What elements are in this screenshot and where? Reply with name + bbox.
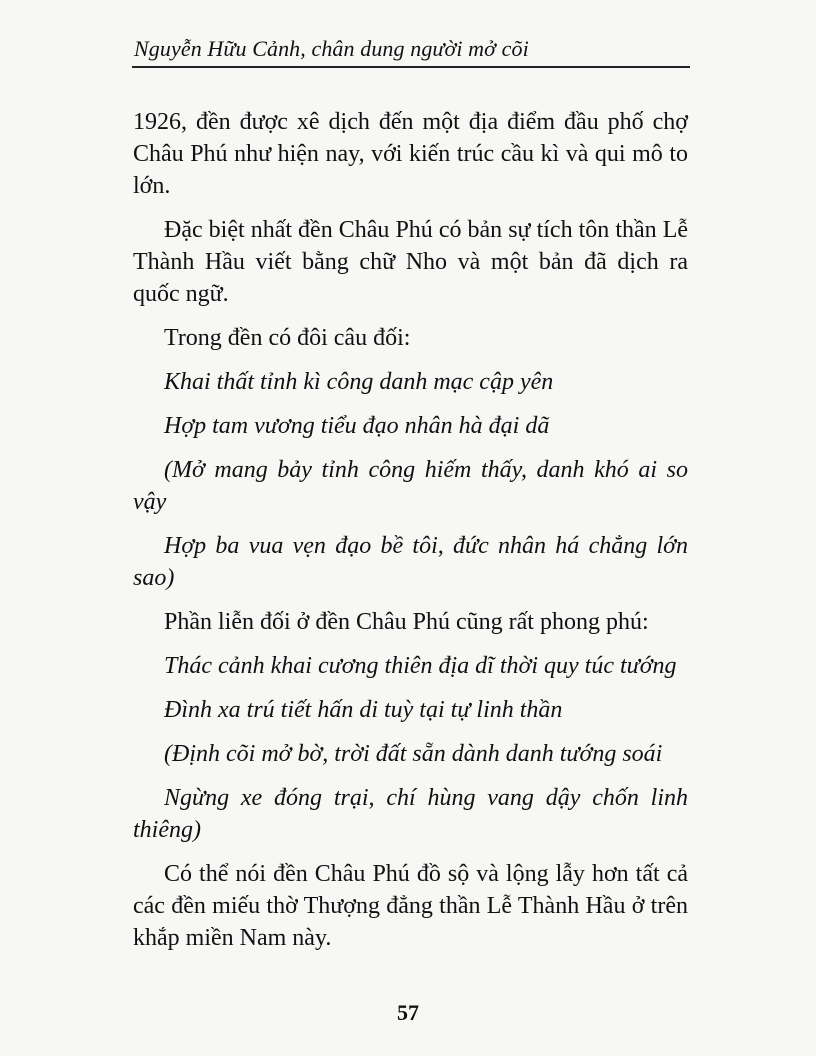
page-number: 57 (397, 1000, 419, 1025)
couplet-line: Hợp tam vương tiểu đạo nhân hà đại dã (164, 413, 550, 439)
paragraph-scroll-intro: Phần liễn đối ở đền Châu Phú cũng rất phong phú: (164, 609, 649, 635)
couplet-translation-line: (Mở mang bảy tỉnh công hiếm thấy, danh khó ai so vậy (133, 457, 688, 515)
couplet-translation-line: Hợp ba vua vẹn đạo bề tôi, đức nhân há chẳng lớn sao) (133, 533, 688, 591)
body-text (133, 106, 688, 966)
scroll-translation-line: Ngừng xe đóng trại, chí hùng vang dậy chốn linh thiêng) (133, 785, 688, 843)
paragraph-description: Đặc biệt nhất đền Châu Phú có bản sự tích tôn thần Lễ Thành Hầu viết bằng chữ Nho và một bản đã dịch ra quốc ngữ. (133, 217, 688, 307)
scroll-couplet-line: Đình xa trú tiết hấn di tuỳ tại tự linh thần (164, 697, 563, 723)
header-rule (132, 66, 690, 68)
couplet-line: Khai thất tỉnh kì công danh mạc cập yên (164, 369, 554, 395)
running-header: Nguyễn Hữu Cảnh, chân dung người mở cõi (134, 36, 529, 61)
paragraph-couplet-intro: Trong đền có đôi câu đối: (164, 325, 411, 351)
scroll-translation-line: (Định cõi mở bờ, trời đất sẵn dành danh tướng soái (164, 741, 663, 767)
paragraph-continuation: 1926, đền được xê dịch đến một địa điểm đầu phố chợ Châu Phú như hiện nay, với kiến trúc cầu kì và qui mô to lớn. (133, 109, 688, 199)
paragraph-conclusion: Có thể nói đền Châu Phú đồ sộ và lộng lẫy hơn tất cả các đền miếu thờ Thượng đẳng thần Lễ Thành Hầu ở trên khắp miền Nam này. (133, 861, 688, 951)
scroll-couplet-line: Thác cảnh khai cương thiên địa dĩ thời quy túc tướng (164, 653, 677, 679)
